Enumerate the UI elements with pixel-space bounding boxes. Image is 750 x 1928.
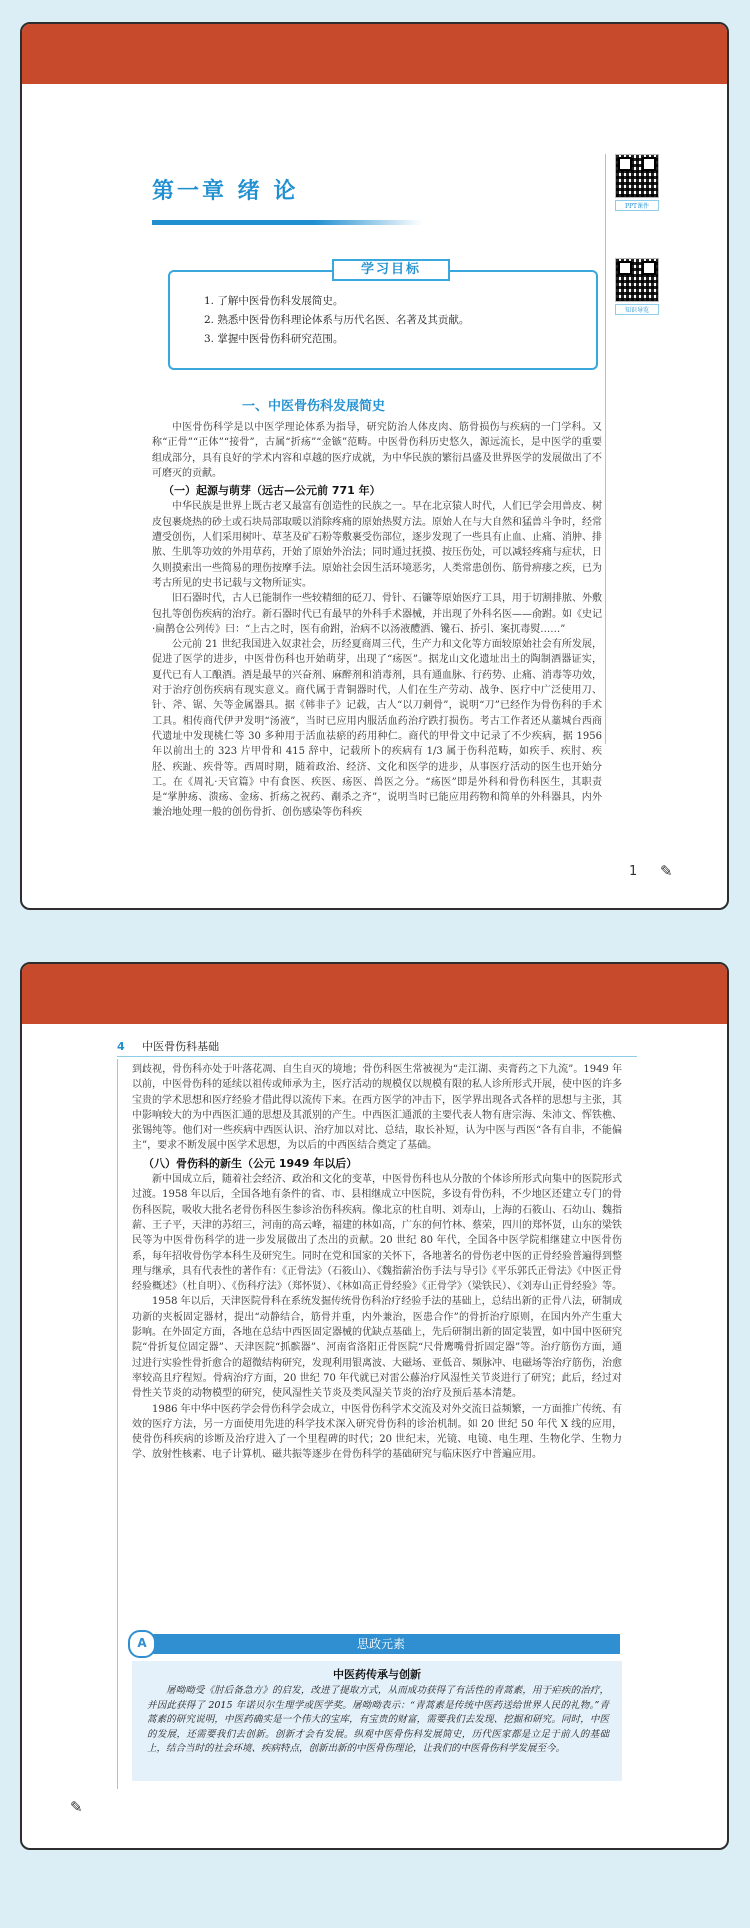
ideology-box-text	[147, 1684, 609, 1757]
chapter-underline	[152, 220, 422, 225]
goal-item: 3. 掌握中医骨伤科研究范围。	[204, 333, 344, 345]
paragraph: 到歧视，骨伤科亦处于叶落花凋、自生自灭的境地；骨伤科医生常被视为“走江湖、卖膏药之下九流”。1949 年以前，中医骨伤科的延续以祖传或师承为主，医疗活动的规模仅以规模有限的私人诊所形式开展，使中医的许多宝贵的学术思想和医疗经验才借此得以流传下来。在西方医学的冲击下，医学界出现各式各样的思想与主张，其中影响较大的为中西医汇通的思想及其派别的产生。中西医汇通派的主要代表人物有唐宗海、朱沛文、恽铁樵、张锡纯等。他们对一些疾病中西医认识、治疗加以对比、总结，取长补短，认为中医与西医“各有自非，不能偏主”，要求不断发展中医学术思想，为以后的中西医结合奠定了基础。	[132, 1064, 622, 1152]
running-header	[117, 1038, 637, 1057]
lightbulb-icon: A	[128, 1630, 156, 1658]
paragraph: 屠呦呦受《肘后备急方》的启发，改进了提取方式，从而成功获得了有活性的青蒿素，用于疟疾的治疗，并因此获得了 2015 年诺贝尔生理学或医学奖。屠呦呦表示：“青蒿素是传统中医药送给世界人民的礼物。”青蒿素的研究说明，中医药确实是一个伟大的宝库，有宝贵的财富，需要我们去发现、挖掘和研究。同时，中医的发展，还需要我们去创新。创新才会有发展。纵观中医骨伤科发展简史，历代医家都是立足于前人的基础上，结合当时的社会环境、疾病特点，创新出新的中医骨伤理论，让我们的中医骨伤科学发展至今。	[147, 1685, 609, 1755]
pen-icon: ✎	[70, 1798, 83, 1816]
learning-goals-list	[204, 292, 469, 349]
page-1	[20, 22, 729, 910]
qr-code-icon[interactable]	[615, 154, 659, 198]
ideology-box-title: 中医药传承与创新	[333, 1668, 421, 1681]
top-band	[22, 964, 727, 1024]
learning-goals-title: 学习目标	[332, 259, 450, 281]
paragraph: 中华民族是世界上既古老又最富有创造性的民族之一。早在北京猿人时代，人们已学会用兽皮、树皮包裹烧热的砂土或石块局部取暖以消除疼痛的原始热熨方法。原始人在与大自然和猛兽斗争时，经常遭受创伤，人们采用树叶、草茎及矿石粉等敷裹受伤部位，逐步发现了一些具有止血、止痛、消肿、排脓、生肌等功效的外用草药，开始了原始外治法；同时通过抚摸、按压伤处，可以减轻疼痛与症状，日久则摸索出一些简易的理伤按摩手法。原始社会因生活环境恶劣，人类常患创伤、筋骨痹痿之疾，已为考古所见的史书记载与文物所证实。	[152, 501, 602, 589]
qr-label-guide: 知识导览	[615, 304, 659, 315]
paragraph: 新中国成立后，随着社会经济、政治和文化的变革，中医骨伤科也从分散的个体诊所形式向集中的医院形式过渡。1958 年以后，全国各地有条件的省、市、县相继成立中医院，多设有骨伤科，不少地区还建立专门的骨伤科医院，吸收大批名老骨伤科医生参诊治伤科疾病。像北京的杜自明、刘寿山，上海的石筱山、石幼山、魏指薪、王子平，天津的苏绍三，河南的高云峰，福建的林如高，广东的何竹林、蔡荣，四川的郑怀贤，山东的梁铁民等为中医骨伤科学的进一步发展做出了杰出的贡献。20 世纪 80 年代，全国各中医学院相继建立中医骨伤系，每年招收骨伤学本科生及研究生。同时在党和国家的关怀下，各地著名的骨伤老中医的正骨经验普遍得到整理与继承，具有代表性的著作有：《正骨法》（石筱山）、《魏指薪治伤手法与导引》《平乐郭氏正骨法》《中医正骨经验概述》（杜自明）、《伤科疗法》（郑怀贤）、《林如高正骨经验》《正骨学》（梁铁民）、《刘寿山正骨经验》等。	[132, 1174, 622, 1293]
page-number: 1	[629, 864, 638, 879]
ideology-box-header: 思政元素	[142, 1634, 620, 1654]
page-2	[20, 962, 729, 1850]
chapter-title: 第一章 绪 论	[152, 179, 299, 204]
margin-rule	[117, 1059, 118, 1789]
qr-code-icon[interactable]	[615, 258, 659, 302]
qr-label-ppt: PPT课件	[615, 200, 659, 211]
goal-item: 2. 熟悉中医骨伤科理论体系与历代名医、名著及其贡献。	[204, 314, 470, 326]
header-book-title: 中医骨伤科基础	[142, 1040, 220, 1053]
top-band	[22, 24, 727, 84]
body-text	[132, 1062, 622, 1463]
margin-rule	[605, 154, 606, 744]
paragraph: 旧石器时代，古人已能制作一些较精细的砭刀、骨针、石镰等原始医疗工具，用于切割排脓、外敷包扎等创伤疾病的治疗。新石器时代已有最早的外科手术器械，并出现了外科名医——俞跗。如《史记·扁鹊仓公列传》曰：“上古之时，医有俞跗，治病不以汤液醴洒、镵石、挢引、案扤毒熨……”	[152, 593, 602, 635]
subsection-title: （一）起源与萌芽（远古—公元前 771 年）	[163, 484, 381, 498]
section-title: 一、中医骨伤科发展简史	[241, 399, 385, 414]
header-page-number: 4	[117, 1040, 125, 1053]
paragraph: 1958 年以后，天津医院骨科在系统发掘传统骨伤科治疗经验手法的基础上，总结出新的正骨八法，研制成功新的夹板固定器材，提出“动静结合，筋骨并重，内外兼治，医患合作”的骨折治疗原则，在国内外产生重大影响。在外固定方面，各地在总结中西医固定器械的优缺点基础上，先后研制出新的固定装置，如中国中医研究院“骨折复位固定器”、天津医院“抓髌器”、河南省洛阳正骨医院“尺骨鹰嘴骨折固定器”等。治疗筋伤方面，通过进行实验性骨折愈合的超微结构研究，发现利用银离波、大磁场、亚低音、频脉冲、电磁场等治疗筋伤，治愈率较高且疗程短。骨病治疗方面，20 世纪 70 年代就已对雷公藤治疗风湿性关节炎进行了研究；此后，经过对骨性关节炎的动物模型的研究，使风湿性关节炎及类风湿关节炎的治疗及预后基本清楚。	[132, 1296, 622, 1400]
body-text	[152, 420, 602, 821]
subsection-title: （八）骨伤科的新生（公元 1949 年以后）	[143, 1156, 358, 1170]
goal-item: 1. 了解中医骨伤科发展简史。	[204, 295, 344, 307]
pen-icon: ✎	[660, 862, 673, 880]
paragraph: 中医骨伤科学是以中医学理论体系为指导，研究防治人体皮肉、筋骨损伤与疾病的一门学科。又称“正骨”“正体”“接骨”，古属“折疡”“金镞”范畴。中医骨伤科历史悠久，源远流长，是中医学的重要组成部分，具有良好的学术内容和卓越的医疗成就，为中华民族的繁衍昌盛及世界医学的发展做出了不可磨灭的贡献。	[152, 422, 602, 479]
paragraph: 公元前 21 世纪我国进入奴隶社会，历经夏商周三代，生产力和文化等方面较原始社会有所发展，促进了医学的进步，中医骨伤科也开始萌芽，出现了“疡医”。据龙山文化遗址出土的陶制酒器证实，夏代已有人工酿酒。酒是最早的兴奋剂、麻醉剂和消毒剂，具有通血脉、行药势、止痛、消毒等功效，对于治疗创伤疾病有现实意义。商代属于青铜器时代，人们在生产劳动、战争、医疗中广泛使用刀、针、斧、锯、矢等金属器具。据《韩非子》记载，古人“以刀刺骨”，说明“刀”已经作为骨伤科的手术工具。相传商代伊尹发明“汤液”，当时已应用内服活血药治疗跌打损伤。考古工作者还从藁城台西商代遗址中发现桃仁等 30 多种用于活血祛瘀的药用种仁。商代的甲骨文中记录了不少疾病，据 1956 年以前出土的 323 片甲骨和 415 辞中，记载所卜的疾病有 1/3 属于伤科范畴，如疾手、疾肘、疾胫、疾趾、疾骨等。西周时期，随着政治、经济、文化和医学的进步，从事医疗活动的医生也开始分工。在《周礼·天官篇》中有食医、疾医、疡医、兽医之分。“疡医”即是外科和骨伤科医生，其职责是“掌肿疡、溃疡、金疡、折疡之祝药、劀杀之齐”，说明当时已能应用药物和简单的外科器具，内外兼治地处理一般的创伤骨折、创伤感染等伤科疾	[152, 639, 602, 819]
paragraph: 1986 年中华中医药学会骨伤科学会成立，中医骨伤科学术交流及对外交流日益频繁，一方面推广传统、有效的医疗方法，另一方面使用先进的科学技术深入研究骨伤科的诊治机制。如 20 世纪 50 年代 X 线的应用，使骨伤科疾病的诊断及治疗进入了一个里程碑的时代；20 世纪末，光镜、电镜、电生理、生物化学、生物力学、放射性核素、电子计算机、磁共振等逐步在骨伤科学的基础研究与临床医疗中普遍应用。	[132, 1403, 622, 1461]
